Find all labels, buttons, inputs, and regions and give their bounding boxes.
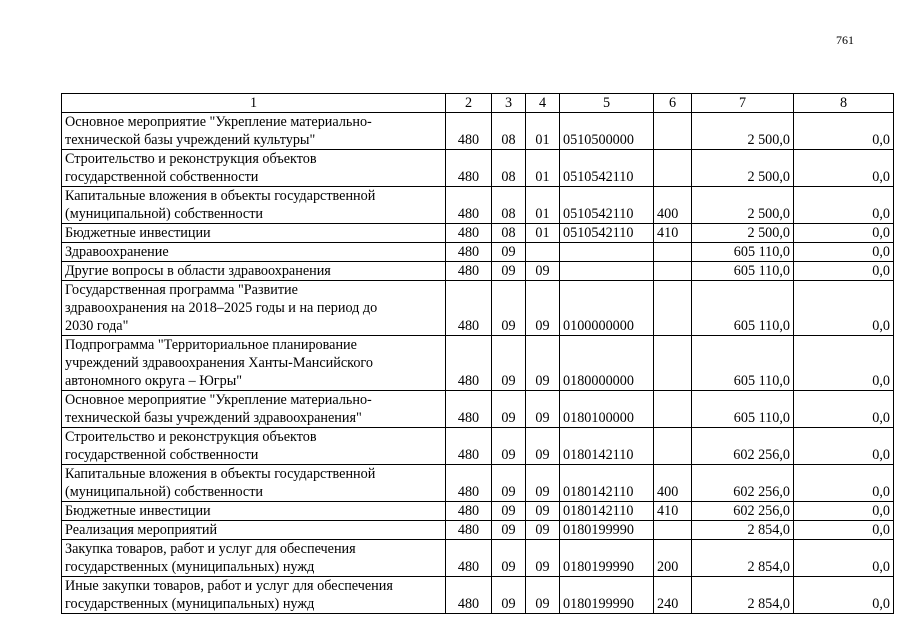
row-amount-2-cell: 0,0	[794, 262, 894, 281]
row-expense-type-cell	[654, 262, 692, 281]
row-target-article-cell: 0180142110	[560, 465, 654, 502]
row-subsection-cell	[526, 243, 560, 262]
row-expense-type-cell	[654, 150, 692, 187]
row-name-cell: Капитальные вложения в объекты государственной (муниципальной) собственности	[62, 465, 446, 502]
row-code-cell: 480	[446, 243, 492, 262]
row-target-article-cell	[560, 243, 654, 262]
row-section-cell: 09	[492, 281, 526, 336]
table-row	[62, 521, 894, 540]
row-expense-type-cell: 410	[654, 502, 692, 521]
row-section-cell: 09	[492, 540, 526, 577]
row-expense-type-cell	[654, 428, 692, 465]
row-target-article-cell: 0180142110	[560, 428, 654, 465]
row-code-cell: 480	[446, 113, 492, 150]
row-name-cell: Подпрограмма "Территориальное планирование учреждений здравоохранения Ханты-Мансийского автономного округа – Югры"	[62, 336, 446, 391]
row-target-article-cell: 0510500000	[560, 113, 654, 150]
row-amount-cell: 605 110,0	[692, 262, 794, 281]
row-target-article-cell: 0180100000	[560, 391, 654, 428]
row-subsection-cell: 01	[526, 224, 560, 243]
row-section-cell: 09	[492, 243, 526, 262]
table-row	[62, 243, 894, 262]
row-code-cell: 480	[446, 391, 492, 428]
row-code-cell: 480	[446, 224, 492, 243]
row-expense-type-cell	[654, 391, 692, 428]
row-code-cell: 480	[446, 187, 492, 224]
column-header: 2	[446, 94, 492, 113]
table-row	[62, 391, 894, 428]
row-code-cell: 480	[446, 428, 492, 465]
row-name-cell: Иные закупки товаров, работ и услуг для обеспечения государственных (муниципальных) нужд	[62, 577, 446, 614]
row-section-cell: 09	[492, 521, 526, 540]
row-amount-2-cell: 0,0	[794, 577, 894, 614]
row-target-article-cell: 0100000000	[560, 281, 654, 336]
row-code-cell: 480	[446, 262, 492, 281]
row-section-cell: 09	[492, 391, 526, 428]
column-header: 4	[526, 94, 560, 113]
row-section-cell: 09	[492, 502, 526, 521]
column-header: 8	[794, 94, 894, 113]
row-amount-2-cell: 0,0	[794, 428, 894, 465]
row-expense-type-cell: 400	[654, 465, 692, 502]
table-row	[62, 150, 894, 187]
row-expense-type-cell	[654, 281, 692, 336]
row-target-article-cell: 0180199990	[560, 577, 654, 614]
row-amount-2-cell: 0,0	[794, 224, 894, 243]
row-code-cell: 480	[446, 540, 492, 577]
row-subsection-cell: 01	[526, 150, 560, 187]
table-row	[62, 262, 894, 281]
row-name-cell: Закупка товаров, работ и услуг для обеспечения государственных (муниципальных) нужд	[62, 540, 446, 577]
row-expense-type-cell	[654, 113, 692, 150]
row-target-article-cell: 0510542110	[560, 224, 654, 243]
row-subsection-cell: 09	[526, 465, 560, 502]
row-target-article-cell: 0180199990	[560, 521, 654, 540]
row-code-cell: 480	[446, 521, 492, 540]
row-section-cell: 08	[492, 224, 526, 243]
row-amount-2-cell: 0,0	[794, 150, 894, 187]
row-amount-cell: 605 110,0	[692, 336, 794, 391]
header-row	[62, 94, 894, 113]
row-amount-2-cell: 0,0	[794, 521, 894, 540]
budget-table	[61, 93, 894, 614]
row-name-cell: Бюджетные инвестиции	[62, 502, 446, 521]
table-row	[62, 224, 894, 243]
row-subsection-cell: 09	[526, 428, 560, 465]
row-subsection-cell: 09	[526, 262, 560, 281]
table-row	[62, 336, 894, 391]
row-section-cell: 09	[492, 262, 526, 281]
row-expense-type-cell: 200	[654, 540, 692, 577]
row-name-cell: Здравоохранение	[62, 243, 446, 262]
column-header: 6	[654, 94, 692, 113]
row-subsection-cell: 09	[526, 391, 560, 428]
row-section-cell: 08	[492, 187, 526, 224]
table-row	[62, 187, 894, 224]
row-name-cell: Строительство и реконструкция объектов государственной собственности	[62, 150, 446, 187]
row-name-cell: Бюджетные инвестиции	[62, 224, 446, 243]
row-code-cell: 480	[446, 465, 492, 502]
row-amount-2-cell: 0,0	[794, 243, 894, 262]
row-name-cell: Основное мероприятие "Укрепление материально- технической базы учреждений здравоохранения"	[62, 391, 446, 428]
row-amount-2-cell: 0,0	[794, 391, 894, 428]
column-header: 7	[692, 94, 794, 113]
row-expense-type-cell	[654, 243, 692, 262]
row-expense-type-cell: 240	[654, 577, 692, 614]
row-subsection-cell: 09	[526, 540, 560, 577]
row-amount-cell: 605 110,0	[692, 281, 794, 336]
row-amount-2-cell: 0,0	[794, 187, 894, 224]
row-target-article-cell: 0510542110	[560, 187, 654, 224]
row-code-cell: 480	[446, 577, 492, 614]
column-header: 5	[560, 94, 654, 113]
row-subsection-cell: 01	[526, 113, 560, 150]
row-section-cell: 09	[492, 577, 526, 614]
table-row	[62, 465, 894, 502]
table-row	[62, 428, 894, 465]
row-code-cell: 480	[446, 336, 492, 391]
row-section-cell: 08	[492, 150, 526, 187]
row-name-cell: Основное мероприятие "Укрепление материально- технической базы учреждений культуры"	[62, 113, 446, 150]
row-section-cell: 09	[492, 428, 526, 465]
row-name-cell: Другие вопросы в области здравоохранения	[62, 262, 446, 281]
row-code-cell: 480	[446, 502, 492, 521]
row-target-article-cell: 0180000000	[560, 336, 654, 391]
row-subsection-cell: 09	[526, 502, 560, 521]
row-amount-2-cell: 0,0	[794, 502, 894, 521]
row-amount-2-cell: 0,0	[794, 336, 894, 391]
row-expense-type-cell	[654, 521, 692, 540]
row-amount-2-cell: 0,0	[794, 281, 894, 336]
table-row	[62, 540, 894, 577]
row-code-cell: 480	[446, 281, 492, 336]
row-amount-cell: 602 256,0	[692, 502, 794, 521]
row-section-cell: 09	[492, 465, 526, 502]
row-expense-type-cell: 410	[654, 224, 692, 243]
row-section-cell: 09	[492, 336, 526, 391]
row-target-article-cell: 0180142110	[560, 502, 654, 521]
row-amount-cell: 2 854,0	[692, 540, 794, 577]
row-amount-cell: 602 256,0	[692, 428, 794, 465]
table-row	[62, 577, 894, 614]
row-subsection-cell: 09	[526, 577, 560, 614]
row-name-cell: Реализация мероприятий	[62, 521, 446, 540]
row-amount-cell: 605 110,0	[692, 391, 794, 428]
row-target-article-cell: 0180199990	[560, 540, 654, 577]
row-name-cell: Капитальные вложения в объекты государственной (муниципальной) собственности	[62, 187, 446, 224]
row-subsection-cell: 09	[526, 281, 560, 336]
row-code-cell: 480	[446, 150, 492, 187]
row-amount-cell: 2 500,0	[692, 150, 794, 187]
table-body	[62, 113, 894, 614]
row-subsection-cell: 01	[526, 187, 560, 224]
row-amount-cell: 2 854,0	[692, 521, 794, 540]
table-row	[62, 502, 894, 521]
row-amount-2-cell: 0,0	[794, 540, 894, 577]
row-target-article-cell	[560, 262, 654, 281]
row-amount-2-cell: 0,0	[794, 465, 894, 502]
row-name-cell: Строительство и реконструкция объектов государственной собственности	[62, 428, 446, 465]
row-amount-2-cell: 0,0	[794, 113, 894, 150]
row-amount-cell: 2 500,0	[692, 113, 794, 150]
row-target-article-cell: 0510542110	[560, 150, 654, 187]
row-section-cell: 08	[492, 113, 526, 150]
row-subsection-cell: 09	[526, 521, 560, 540]
row-amount-cell: 602 256,0	[692, 465, 794, 502]
row-amount-cell: 605 110,0	[692, 243, 794, 262]
row-expense-type-cell: 400	[654, 187, 692, 224]
row-amount-cell: 2 500,0	[692, 187, 794, 224]
column-header: 3	[492, 94, 526, 113]
row-expense-type-cell	[654, 336, 692, 391]
page-number: 761	[836, 33, 854, 47]
row-amount-cell: 2 854,0	[692, 577, 794, 614]
row-subsection-cell: 09	[526, 336, 560, 391]
table-row	[62, 281, 894, 336]
table-row	[62, 113, 894, 150]
column-header: 1	[62, 94, 446, 113]
row-name-cell: Государственная программа "Развитие здравоохранения на 2018–2025 годы и на период до 2030 года"	[62, 281, 446, 336]
row-amount-cell: 2 500,0	[692, 224, 794, 243]
